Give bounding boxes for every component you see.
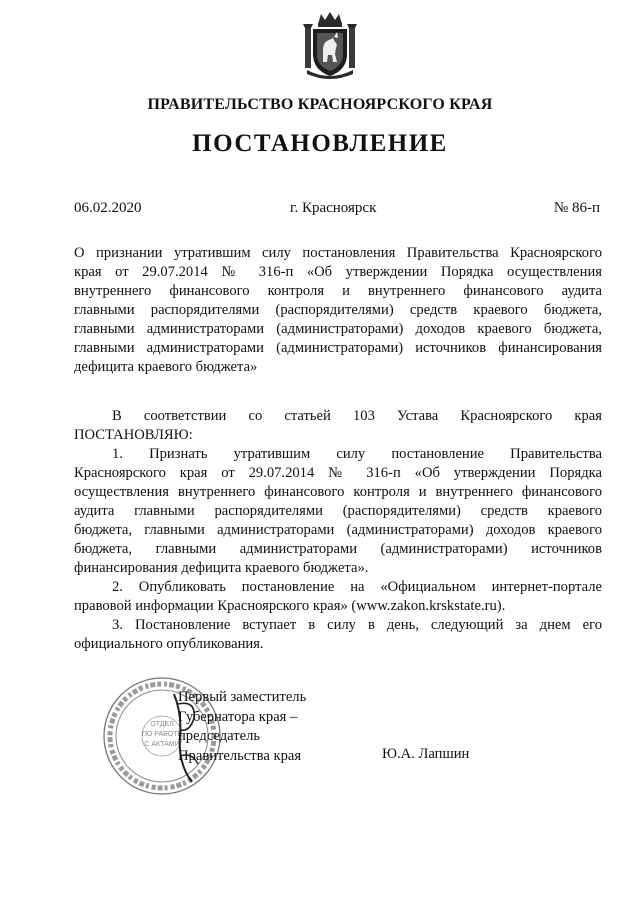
body-line: осуществления внутреннего финансового контроля и внутреннего финансового xyxy=(74,484,602,500)
signatory-position-line: Губернатора края – xyxy=(178,708,298,725)
document-type: ПОСТАНОВЛЕНИЕ xyxy=(192,130,448,157)
body-line: Красноярского края от 29.07.2014 № 316-п «Об утверждении Порядка xyxy=(74,465,602,481)
body-line: аудита главными распорядителями (распорядителями) средств краевого xyxy=(74,503,602,519)
title-line: главными администраторами (администраторами) доходов краевого бюджета, xyxy=(74,321,602,337)
signatory-name: Ю.А. Лапшин xyxy=(382,746,470,762)
signatory-position-line: Первый заместитель xyxy=(178,689,307,705)
signatory-position xyxy=(178,688,306,766)
organization-name: ПРАВИТЕЛЬСТВО КРАСНОЯРСКОГО КРАЯ xyxy=(147,96,493,113)
title-line: О признании утратившим силу постановления Правительства Красноярского xyxy=(74,245,602,261)
title-line: края от 29.07.2014 № 316-п «Об утверждении Порядка осуществления xyxy=(74,264,602,280)
coat-of-arms-emblem xyxy=(301,10,359,80)
body-line: 3. Постановление вступает в силу в день, следующий за днем его xyxy=(112,617,602,633)
title-line: главными администраторами (администраторами) источников финансирования xyxy=(74,340,602,356)
signatory-position-line: Правительства края xyxy=(178,747,302,764)
document-date: 06.02.2020 xyxy=(74,200,142,216)
body-line: 1. Признать утратившим силу постановление Правительства xyxy=(112,446,602,462)
document-meta xyxy=(74,200,600,220)
body-line: В соответствии со статьей 103 Устава Красноярского края xyxy=(112,408,602,424)
body-line: 2. Опубликовать постановление на «Официальном интернет-портале xyxy=(112,579,602,595)
signatory-position-line: председатель xyxy=(178,728,261,744)
document-title xyxy=(74,244,602,377)
document-city: г. Красноярск xyxy=(290,200,377,216)
body-line: бюджета, главными администраторами (администраторами) источников xyxy=(74,541,602,557)
seal-inner-line: ПО РАБОТЕ xyxy=(141,731,183,738)
body-line: бюджета, главными администраторами (администраторами) доходов краевого xyxy=(74,522,602,538)
body-line: официального опубликования. xyxy=(74,636,264,652)
seal-inner-line: С АКТАМИ xyxy=(144,741,180,748)
title-line: дефицита краевого бюджета» xyxy=(74,359,258,375)
seal-inner-line: ОТДЕЛ xyxy=(150,721,174,728)
body-line: финансирования дефицита краевого бюджета». xyxy=(74,560,369,576)
document-number: № 86-п xyxy=(553,200,600,216)
title-line: внутреннего финансового контроля и внутреннего финансового аудита xyxy=(74,283,602,299)
document-body xyxy=(74,407,602,654)
body-line: ПОСТАНОВЛЯЮ: xyxy=(74,427,193,443)
body-line: правовой информации Красноярского края» (www.zakon.krskstate.ru). xyxy=(74,598,506,614)
title-line: главными распорядителями (распорядителями) средств краевого бюджета, xyxy=(74,302,602,318)
